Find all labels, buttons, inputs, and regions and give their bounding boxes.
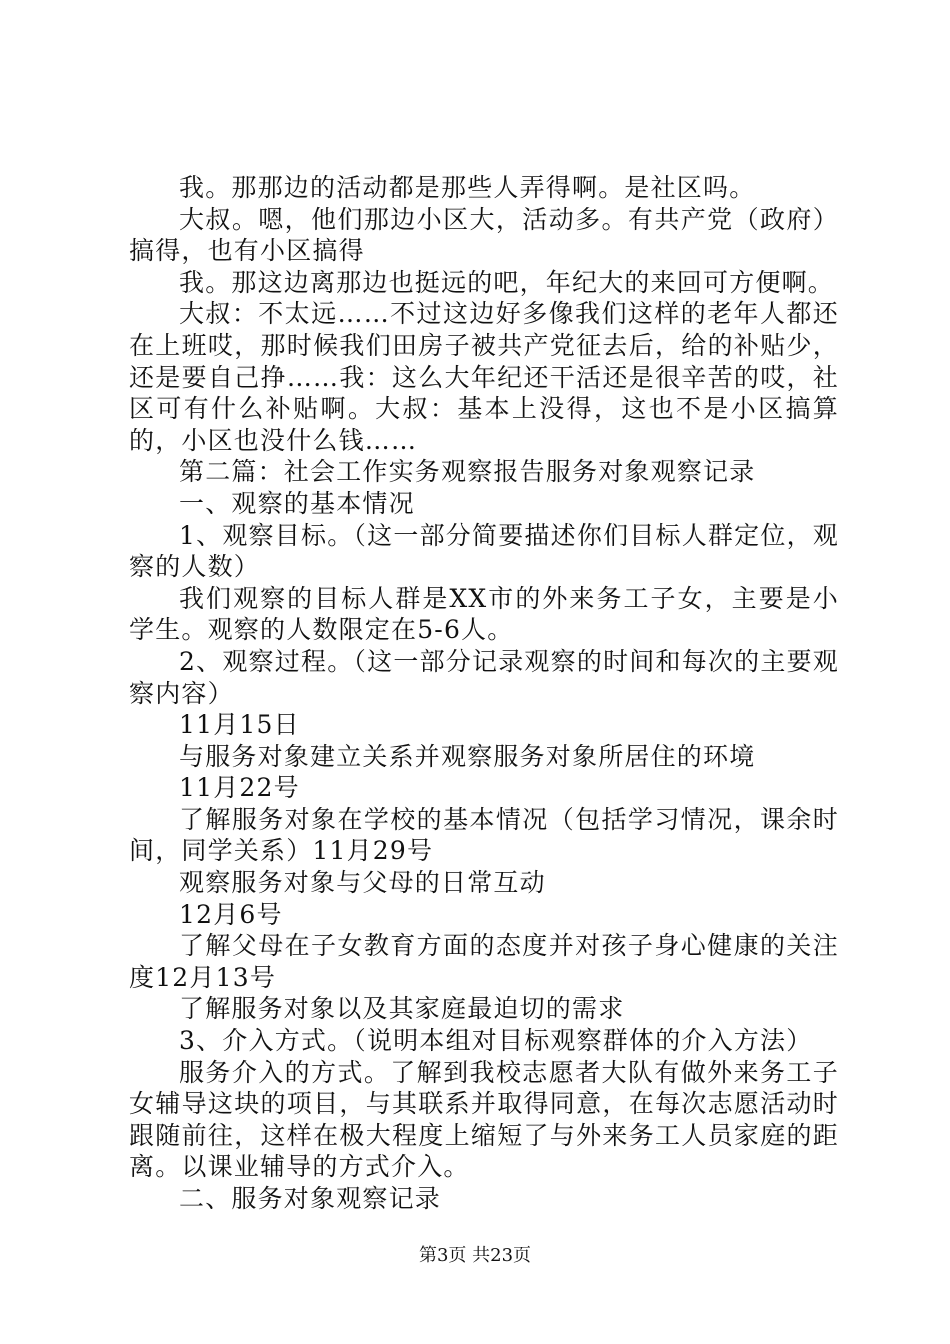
date-line: 11月15日 [179,710,300,740]
subsection-heading: 一、观察的基本情况 [179,488,415,518]
paragraph: 我。那这边离那边也挺远的吧，年纪大的来回可方便啊。 [179,267,835,297]
document-body [129,172,839,1215]
paragraph: 观察服务对象与父母的日常互动 [179,868,546,898]
date-line: 12月6号 [179,899,283,929]
paragraph: 了解服务对象在学校的基本情况（包括学习情况，课余时间，同学关系）11月29号 [129,804,839,866]
paragraph: 1、观察目标。（这一部分简要描述你们目标人群定位，观察的人数） [129,520,839,582]
paragraph: 3、介入方式。（说明本组对目标观察群体的介入方法） [179,1026,813,1056]
date-line: 11月22号 [179,773,300,803]
subsection-heading: 二、服务对象观察记录 [179,1184,442,1213]
paragraph: 与服务对象建立关系并观察服务对象所居住的环境 [179,741,756,771]
paragraph: 大叔：不太远……不过这边好多像我们这样的老年人都还在上班哎，那时候我们田房子被共产党征去后，给的补贴少，还是要自己挣……我：这么大年纪还干活还是很辛苦的哎，社区可有什么补贴啊。大叔：基本上没得，这也不是小区搞算的，小区也没什么钱…… [129,299,839,455]
page-number-footer: 第3页 共23页 [418,1245,532,1266]
paragraph: 我。那那边的活动都是那些人弄得啊。是社区吗。 [179,173,756,202]
paragraph: 服务介入的方式。了解到我校志愿者大队有做外来务工子女辅导这块的项目，与其联系并取得同意，在每次志愿活动时跟随前往，这样在极大程度上缩短了与外来务工人员家庭的距离。以课业辅导的方式介入。 [129,1057,839,1182]
paragraph: 我们观察的目标人群是XX市的外来务工子女，主要是小学生。观察的人数限定在5-6人。 [129,583,839,645]
paragraph: 大叔。嗯，他们那边小区大，活动多。有共产党（政府）搞得，也有小区搞得 [129,204,839,266]
paragraph: 了解父母在子女教育方面的态度并对孩子身心健康的关注度12月13号 [129,931,839,992]
paragraph: 了解服务对象以及其家庭最迫切的需求 [179,994,625,1024]
section-heading: 第二篇：社会工作实务观察报告服务对象观察记录 [179,457,756,487]
paragraph: 2、观察过程。（这一部分记录观察的时间和每次的主要观察内容） [129,646,839,708]
